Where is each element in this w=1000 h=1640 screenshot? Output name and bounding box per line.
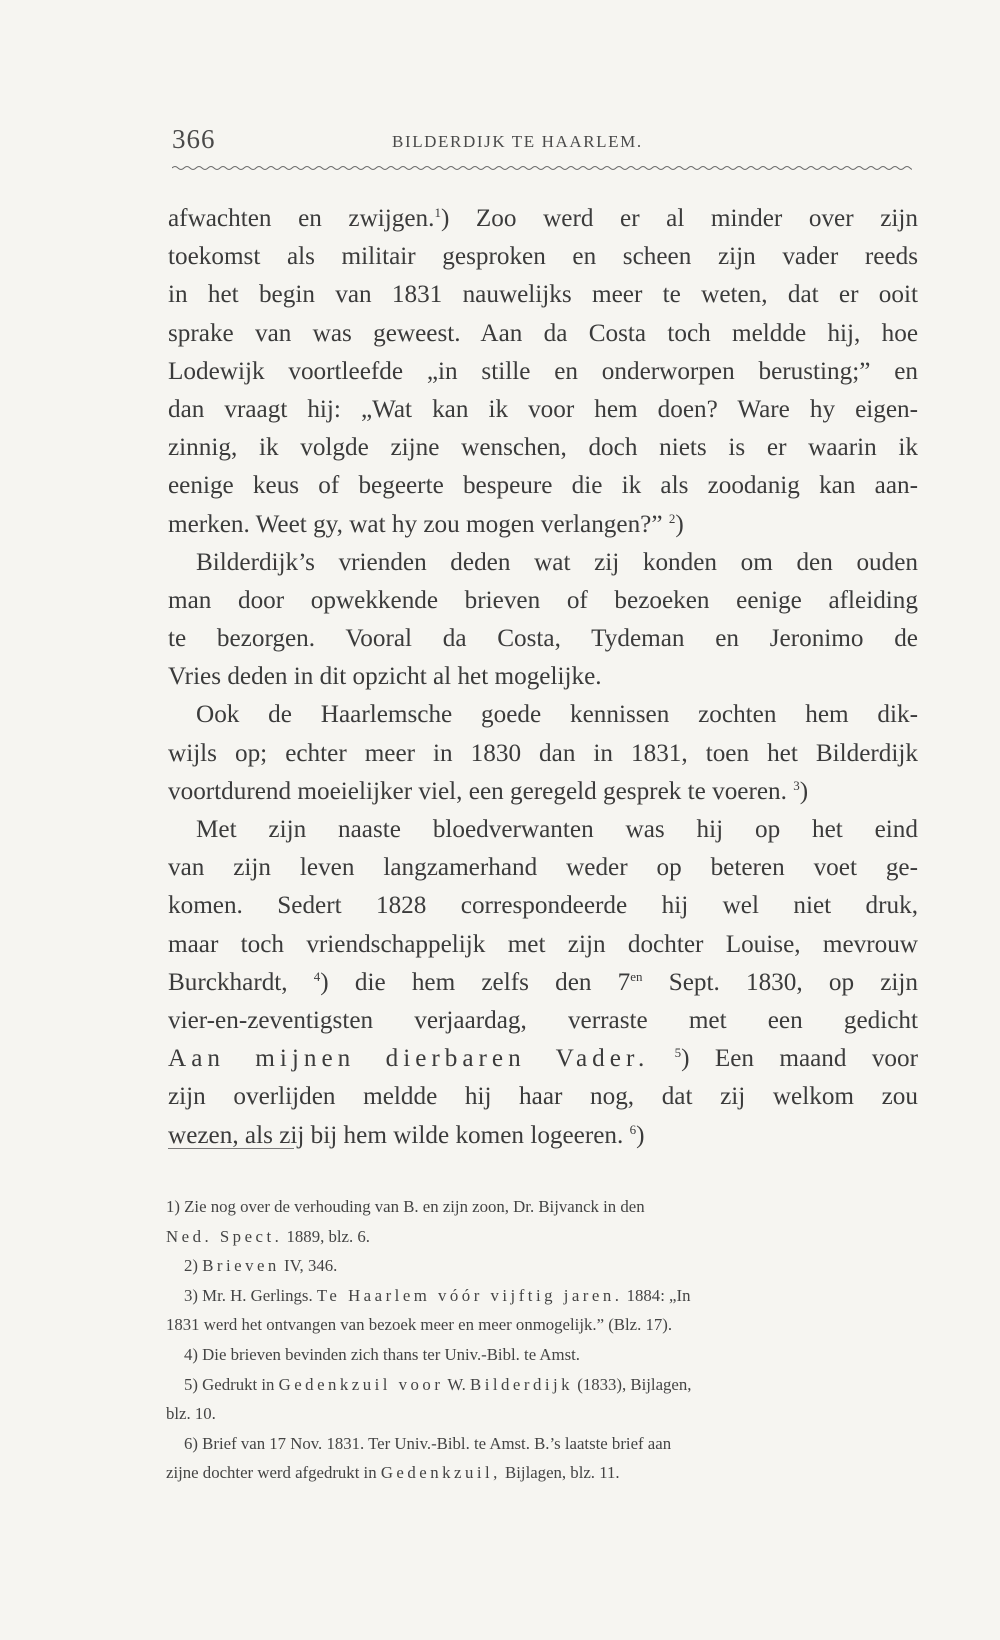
main-text	[168, 200, 918, 1155]
text-line: Met zijn naaste bloedverwanten was hij op het eind	[196, 816, 918, 843]
text-line: komen. Sedert 1828 correspondeerde hij wel niet druk,	[168, 892, 918, 920]
text-line: zijn overlijden meldde hij haar nog, dat zij welkom zou	[168, 1083, 918, 1111]
wavy-rule-divider	[172, 163, 912, 173]
page-header	[172, 120, 912, 160]
text-line: eenige keus of begeerte bespeure die ik als zoodanig kan aan-	[168, 472, 918, 500]
footnote-line: blz. 10.	[166, 1404, 216, 1424]
text-line: maar toch vriendschappelijk met zijn dochter Louise, mevrouw	[168, 930, 918, 958]
text-line: van zijn leven langzamerhand weder op beteren voet ge-	[168, 854, 918, 882]
footnote-line: 1) Zie nog over de verhouding van B. en zijn zoon, Dr. Bijvanck in den	[166, 1197, 645, 1216]
text-line: Burckhardt, $^4$) die hem zelfs den $7^{en}$ Sept. 1830, op zijn	[168, 968, 918, 996]
footnotes	[166, 1192, 922, 1488]
footnote-line: 4) Die brieven bevinden zich thans ter Univ.-Bibl. te Amst.	[184, 1344, 580, 1364]
page-number: 366	[172, 124, 216, 154]
text-line: Bilderdijk’s vrienden deden wat zij konden om den ouden	[196, 548, 918, 576]
text-line: zinnig, ik volgde zijne wenschen, doch niets is er waarin ik	[168, 434, 918, 462]
text-line: sprake van was geweest. Aan da Costa toch meldde hij, hoe	[168, 319, 918, 347]
text-line: voortdurend moeielijker viel, een geregeld gesprek te voeren. $^3$)	[168, 777, 809, 805]
text-line: man door opwekkende brieven of bezoeken eenige afleiding	[168, 586, 918, 614]
text-line: Aan mijnen dierbaren Vader. $^5$) Een maand voor	[168, 1045, 919, 1073]
spaced-title: Aan mijnen dierbaren Vader.	[168, 1045, 650, 1073]
footnote-divider	[168, 1148, 294, 1149]
footnote-line: 6) Brief van 17 Nov. 1831. Ter Univ.-Bibl. te Amst. B.’s laatste brief aan	[184, 1433, 672, 1453]
footnote-line: Ned. Spect. 1889, blz. 6.	[166, 1226, 370, 1246]
text-line: wezen, als zij bij hem wilde komen logeeren. $^6$)	[168, 1121, 645, 1149]
footnote-line: 3) Mr. H. Gerlings. Te Haarlem vóór vijftig jaren. 1884: „In	[184, 1285, 691, 1305]
text-line: te bezorgen. Vooral da Costa, Tydeman en Jeronimo de	[168, 625, 918, 653]
text-line: afwachten en zwijgen.$^1$) Zoo werd er al minder over zijn	[168, 205, 918, 232]
footnote-line: zijne dochter werd afgedrukt in Gedenkzuil, Bijlagen, blz. 11.	[166, 1463, 620, 1483]
text-line: wijls op; echter meer in 1830 dan in 1831, toen het Bilderdijk	[168, 739, 918, 767]
text-line: merken. Weet gy, wat hy zou mogen verlangen?” $^2$)	[168, 510, 684, 538]
text-line: Vries deden in dit opzicht al het mogelijke.	[168, 663, 602, 691]
text-line: in het begin van 1831 nauwelijks meer te weten, dat er ooit	[168, 281, 918, 309]
text-line: Lodewijk voortleefde „in stille en onderworpen berusting;” en	[168, 357, 918, 385]
text-line: toekomst als militair gesproken en scheen zijn vader reeds	[168, 243, 918, 271]
text-line: dan vraagt hij: „Wat kan ik voor hem doen? Ware hy eigen-	[168, 395, 918, 423]
footnote-line: 1831 werd het ontvangen van bezoek meer en meer onmogelijk.” (Blz. 17).	[166, 1315, 673, 1335]
footnote-line: 5) Gedrukt in Gedenkzuil voor W. Bilderdijk (1833), Bijlagen,	[184, 1374, 692, 1394]
text-line: vier-en-zeventigsten verjaardag, verraste met een gedicht	[168, 1006, 918, 1034]
text-line: Ook de Haarlemsche goede kennissen zochten hem dik-	[196, 701, 918, 729]
footnote-line: 2) Brieven IV, 346.	[184, 1256, 338, 1276]
running-title: BILDERDIJK TE HAARLEM.	[392, 132, 643, 151]
